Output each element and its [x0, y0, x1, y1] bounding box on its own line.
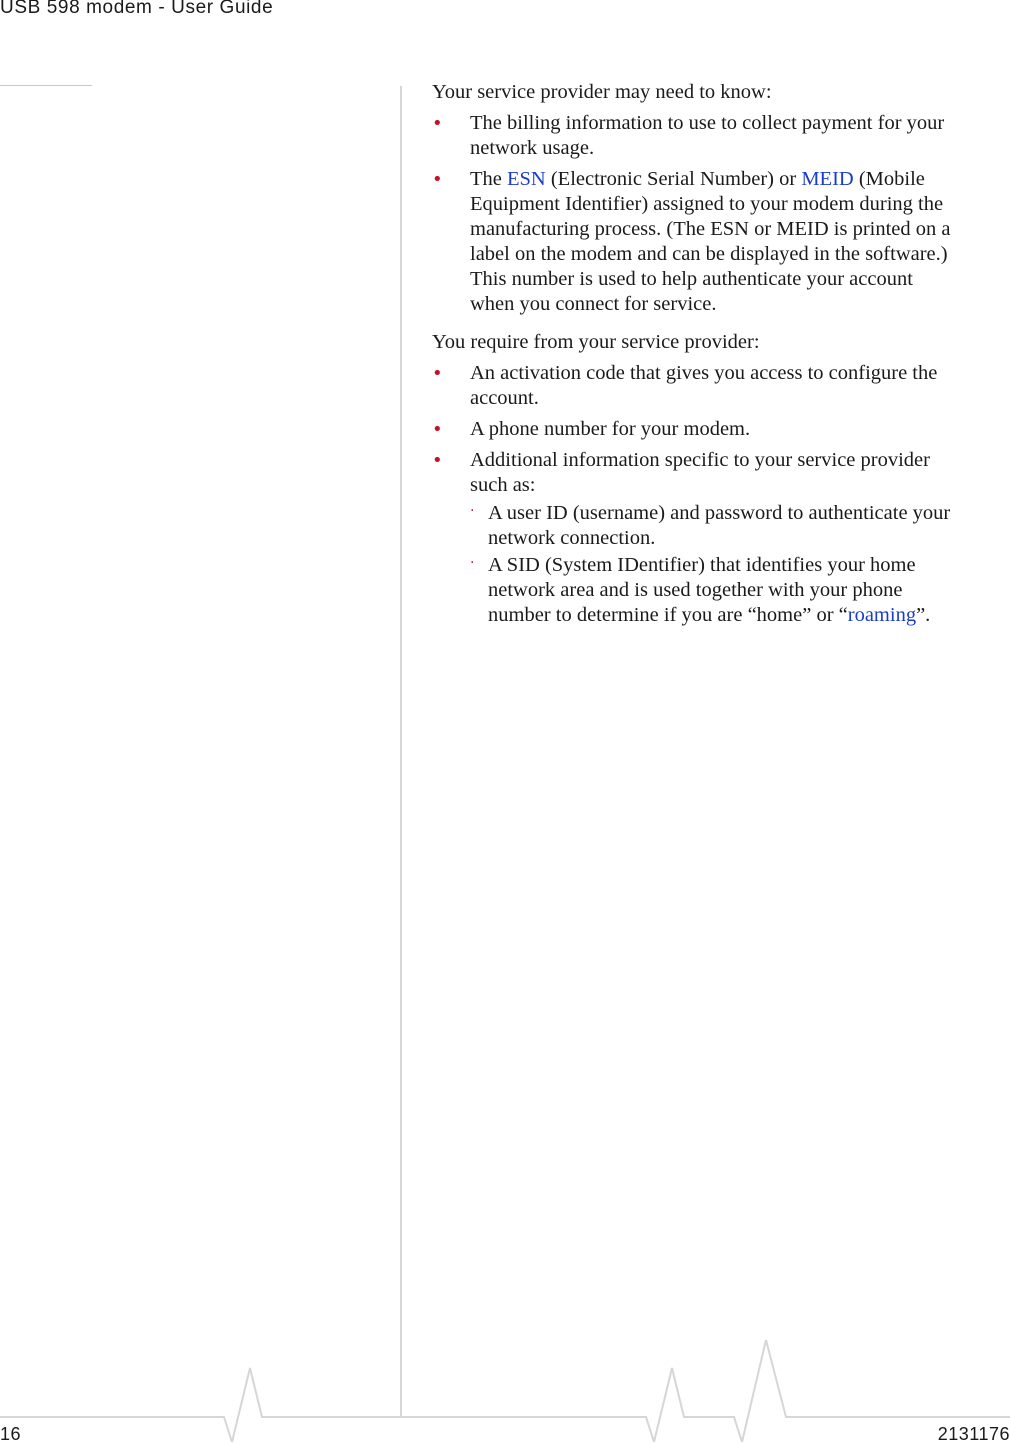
sublist-item-text: A SID (System IDentifier) that identifies your home: [488, 554, 916, 576]
list-item-text: An activation code that gives you access to configure the: [470, 362, 938, 384]
header-title: USB 598 modem - User Guide: [0, 0, 274, 18]
list-item-text: label on the modem and can be displayed in the software.): [470, 243, 948, 265]
list-item-text: manufacturing process. (The ESN or MEID is printed on a: [470, 218, 951, 240]
sublist-item-text: network connection.: [488, 527, 656, 549]
roaming-link[interactable]: roaming: [847, 604, 917, 626]
esn-link[interactable]: ESN: [507, 168, 546, 190]
page-number: 16: [0, 1424, 22, 1444]
footer-signal-line-icon: [0, 1330, 1010, 1442]
sub-bullet-icon: ·: [470, 555, 475, 571]
list-item-text: The billing information to use to collect payment for your: [470, 112, 945, 134]
text-fragment: ”.: [916, 604, 931, 626]
list-item-text: such as:: [470, 474, 536, 496]
service-provider-needs-list: [432, 111, 1010, 317]
text-fragment: (Mobile: [853, 168, 925, 190]
list-item-additional-info: [432, 448, 1010, 628]
bullet-icon: •: [432, 450, 443, 471]
additional-info-sublist: [470, 501, 1010, 628]
sub-bullet-icon: ·: [470, 503, 475, 519]
list-item-billing: [432, 111, 1010, 161]
sublist-item-text: A user ID (username) and password to authenticate your: [488, 502, 951, 524]
text-fragment: (Electronic Serial Number) or: [545, 168, 802, 190]
requirements-list: [432, 361, 1010, 628]
bullet-icon: •: [432, 113, 443, 134]
document-number: 2131176: [937, 1424, 1010, 1444]
column-divider: [400, 86, 402, 1418]
bullet-icon: •: [432, 363, 443, 384]
list-item-text: This number is used to help authenticate your account: [470, 268, 913, 290]
sublist-item-text: network area and is used together with your phone: [488, 579, 903, 601]
service-provider-needs-intro: Your service provider may need to know:: [432, 81, 772, 103]
text-fragment: The: [470, 168, 507, 190]
list-item-esn: [432, 167, 1010, 317]
text-fragment: number to determine if you are “home” or “: [488, 604, 848, 626]
sublist-item-sid: [470, 553, 1010, 628]
requirements-intro: You require from your service provider:: [432, 331, 760, 353]
list-item-text: account.: [470, 387, 539, 409]
sublist-item-user-id: [470, 501, 1010, 551]
list-item-text: A phone number for your modem.: [470, 418, 751, 440]
main-content: [432, 80, 1010, 634]
list-item-text: Equipment Identifier) assigned to your modem during the: [470, 193, 944, 215]
sublist-item-text: [488, 603, 1010, 628]
bullet-icon: •: [432, 169, 443, 190]
list-item-text: network usage.: [470, 137, 595, 159]
bullet-icon: •: [432, 419, 443, 440]
list-item-text: [470, 167, 1010, 192]
page-footer: [0, 1330, 1010, 1442]
list-item-text: Additional information specific to your service provider: [470, 449, 930, 471]
list-item-text: when you connect for service.: [470, 293, 717, 315]
list-item-phone-number: [432, 417, 1010, 442]
list-item-activation-code: [432, 361, 1010, 411]
meid-link[interactable]: MEID: [801, 168, 854, 190]
header-rule: [0, 85, 92, 86]
